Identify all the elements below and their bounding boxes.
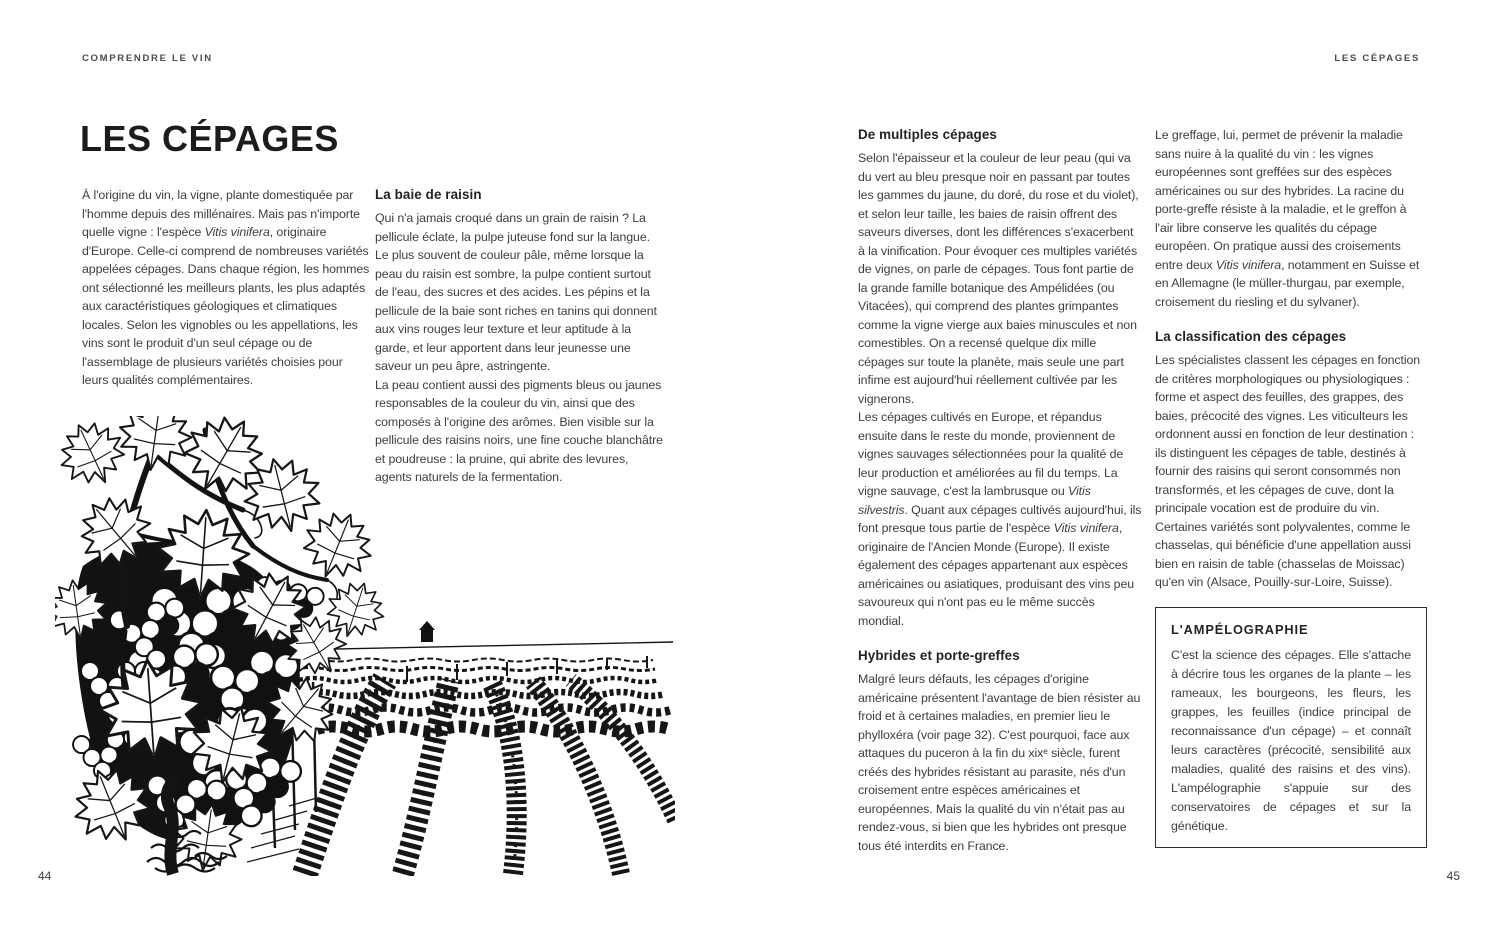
page-title: LES CÉPAGES: [80, 118, 339, 159]
intro-column: [82, 186, 370, 390]
running-header-left: COMPRENDRE LE VIN: [82, 53, 213, 64]
intro-paragraph: À l'origine du vin, la vigne, plante domestiquée par l'homme depuis des millénaires. Mais pas n'importe quelle vigne : l'espèce Vitis vinifera, originaire d'Europe. Celle-ci comprend de nombreuses variétés appelées cépages. Dans chaque région, les hommes ont sélectionné les meilleurs plants, les plus adaptés aux caractéristiques géologiques et climatiques locales. Selon les vignobles ou les appellations, les vins sont le produit d'un seul cépage ou de l'assemblage de plusieurs variétés choisies pour leurs qualités complémentaires.: [82, 188, 370, 387]
ampelographie-box: [1155, 607, 1427, 849]
classification-paragraph: Les spécialistes classent les cépages en fonction de critères morphologiques ou physiologiques : forme et aspect des feuilles, des grappes, des baies, précocité des vignes. Les viticulteurs les ordonnent aussi en fonction de leur destination : ils distinguent les cépages de table, destinés à fournir des raisins qui seront consommés non transformés, et les cépages de cuve, dont la principale vocation est de produire du vin. Certaines variétés sont polyvalentes, comme le chasselas, qui bénéficie d'une appellation aussi bien en raisin de table (chasselas de Moissac) qu'en vin (Alsace, Pouilly-sur-Loire, Suisse).: [1155, 353, 1421, 589]
section-heading-baie: La baie de raisin: [375, 187, 482, 202]
right-column-1: [858, 126, 1143, 855]
section-heading-hybrides: Hybrides et porte-greffes: [858, 648, 1020, 663]
section-heading-multiples: De multiples cépages: [858, 127, 997, 142]
multiples-paragraph: Les cépages cultivés en Europe, et répandus ensuite dans le reste du monde, proviennent de vignes sauvages sélectionnées pour la qualité de leur production et améliorées au fil du temps. La vigne sauvage, c'est la lambrusque ou Vitis silvestris. Quant aux cépages cultivés aujourd'hui, ils font presque tous partie de l'espèce Vitis vinifera, originaire de l'Ancien Monde (Europe). Il existe également des cépages appartenant aux espèces américaines ou asiatiques, produisant des vins peu savoureux qui n'ont pas eu le même succès mondial.: [858, 410, 1142, 628]
running-header-right: LES CÉPAGES: [1334, 53, 1420, 64]
page-number-right: 45: [1446, 869, 1460, 883]
hybrides-paragraph: Malgré leurs défauts, les cépages d'origine américaine présentent l'avantage de bien résister au froid et à certaines maladies, en premier lieu le phylloxéra (voir page 32). C'est pourquoi, face aux attaques du puceron à la fin du xixᵉ siècle, furent créés des hybrides résistant au parasite, nés d'un croisement entre espèces américaines et européennes. Mais la qualité du vin n'était pas au rendez-vous, si bien que les hybrides ont presque tous été interdits en France.: [858, 672, 1141, 853]
greffage-paragraph: Le greffage, lui, permet de prévenir la maladie sans nuire à la qualité du vin : les vignes européennes sont greffées sur des espèces américaines ou sur des hybrides. La racine du porte-greffe résiste à la maladie, et le greffon à l'air libre conserve les qualités du cépage européen. On pratique aussi des croisements entre deux Vitis vinifera, notamment en Suisse et en Allemagne (le müller-thurgau, par exemple, croisement du riesling et du sylvaner).: [1155, 128, 1420, 309]
ampelographie-heading: L'AMPÉLOGRAPHIE: [1171, 621, 1309, 637]
right-column-2: [1155, 126, 1427, 848]
ampelographie-paragraph: C'est la science des cépages. Elle s'attache à décrire tous les organes de la plante – les rameaux, les bourgeons, les fleurs, les grappes, les feuilles (indice principal de reconnaissance d'un cépage) – et connaît leurs caractères (précocité, sensibilité aux maladies, qualité des raisins et des vins). L'ampélographie s'appuie sur des conservatoires de cépages et sur la génétique.: [1171, 648, 1411, 833]
vineyard-illustration: [55, 416, 675, 876]
baie-paragraph: La peau contient aussi des pigments bleus ou jaunes responsables de la couleur du vin, ainsi que des composés à l'origine des arômes. Bien visible sur la pellicule des raisins noirs, une fine couche blanchâtre et poudreuse : la pruine, qui abrite des levures, agents naturels de la fermentation.: [375, 377, 663, 484]
page-number-left: 44: [38, 869, 52, 883]
multiples-paragraph: Selon l'épaisseur et la couleur de leur peau (qui va du vert au bleu presque noir en passant par toutes les gammes du jaune, du doré, du rose et du violet), et selon leur taille, les baies de raisin offrent des saveurs diverses, dont les différences s'exacerbent à la vinification. Pour évoquer ces multiples variétés de vignes, on parle de cépages. Tous font partie de la grande famille botanique des Ampélidées (ou Vitacées), qui comprend des plantes grimpantes comme la vigne vierge aux baies minuscules et non comestibles. On a recensé quelque dix mille cépages sur toute la planète, mais seule une part infime est aujourd'hui réellement cultivée par les vignerons.: [858, 151, 1139, 406]
baie-paragraph: Qui n'a jamais croqué dans un grain de raisin ? La pellicule éclate, la pulpe juteuse fond sur la langue. Le plus souvent de couleur pâle, même lorsque la peau du raisin est sombre, la pulpe contient surtout de l'eau, des sucres et des acides. Les pépins et la pellicule de la baie sont riches en tanins qui donnent aux vins rouges leur texture et leur aptitude à la garde, et leur apportent dans leur jeunesse une saveur un peu âpre, astringente.: [375, 211, 657, 373]
section-heading-classification: La classification des cépages: [1155, 329, 1347, 344]
